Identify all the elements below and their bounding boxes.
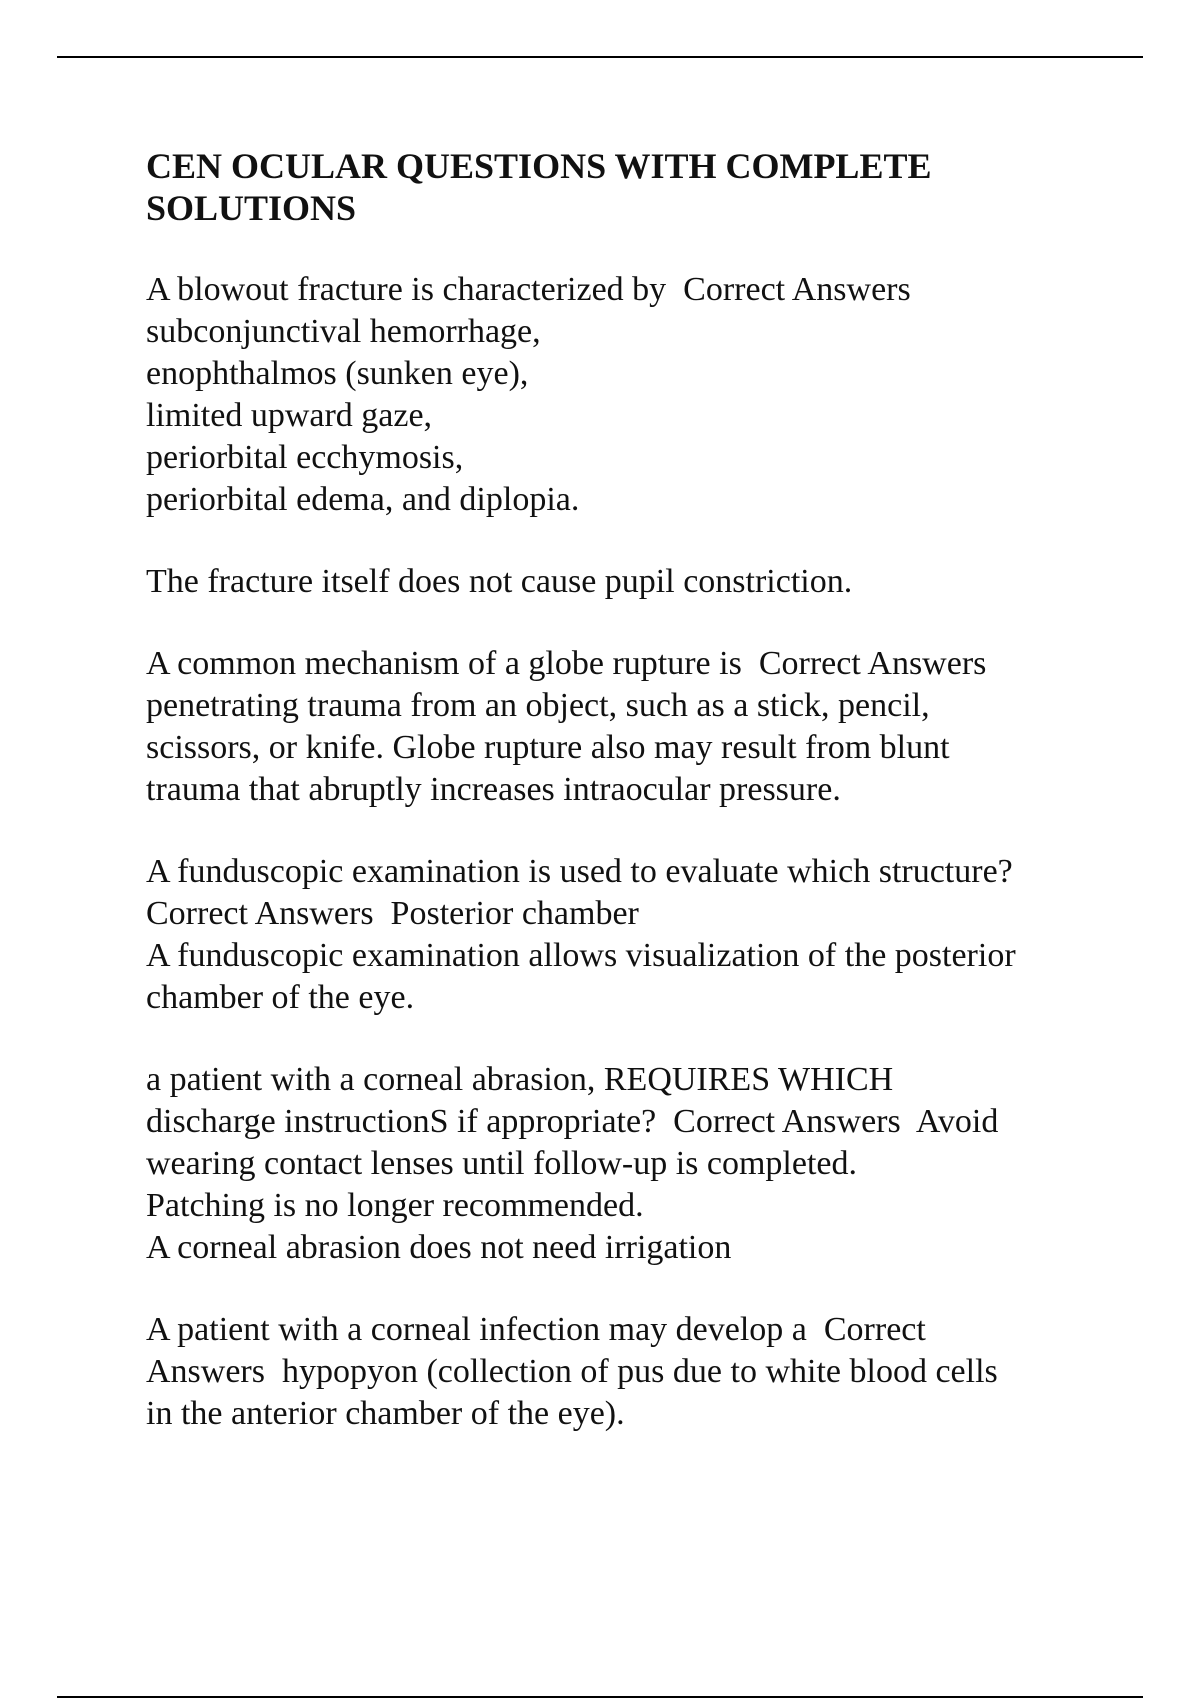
text-line: chamber of the eye. (146, 979, 415, 1016)
note-pupil-constriction (146, 561, 1106, 603)
text-line: penetrating trauma from an object, such as a stick, pencil, (146, 687, 930, 724)
document-title (146, 145, 1106, 229)
text-line: periorbital ecchymosis, (146, 439, 464, 476)
text-line: wearing contact lenses until follow-up is completed. (146, 1145, 857, 1182)
text-line: enophthalmos (sunken eye), (146, 355, 529, 392)
text-line: in the anterior chamber of the eye). (146, 1395, 625, 1432)
qa-globe-rupture (146, 643, 1106, 811)
text-line: A corneal abrasion does not need irrigation (146, 1229, 732, 1266)
text-line: Correct Answers Posterior chamber (146, 895, 639, 932)
title-line: SOLUTIONS (146, 188, 357, 228)
text-line: Answers hypopyon (collection of pus due to white blood cells (146, 1353, 998, 1390)
text-line: discharge instructionS if appropriate? Correct Answers Avoid (146, 1103, 999, 1140)
bottom-divider (57, 1696, 1143, 1698)
text-line: periorbital edema, and diplopia. (146, 481, 580, 518)
qa-corneal-abrasion (146, 1059, 1106, 1269)
text-line: limited upward gaze, (146, 397, 433, 434)
text-line: trauma that abruptly increases intraocular pressure. (146, 771, 841, 808)
document-body (146, 145, 1106, 1475)
qa-funduscopic-exam (146, 851, 1106, 1019)
text-line: A funduscopic examination allows visualization of the posterior (146, 937, 1016, 974)
title-line: CEN OCULAR QUESTIONS WITH COMPLETE (146, 146, 932, 186)
text-line: a patient with a corneal abrasion, REQUIRES WHICH (146, 1061, 894, 1098)
text-line: A funduscopic examination is used to evaluate which structure? (146, 853, 1013, 890)
qa-blowout-fracture (146, 269, 1106, 521)
text-line: The fracture itself does not cause pupil constriction. (146, 563, 853, 600)
top-divider (57, 56, 1143, 58)
text-line: A blowout fracture is characterized by Correct Answers (146, 271, 911, 308)
text-line: A patient with a corneal infection may develop a Correct (146, 1311, 926, 1348)
text-line: A common mechanism of a globe rupture is Correct Answers (146, 645, 987, 682)
text-line: subconjunctival hemorrhage, (146, 313, 541, 350)
qa-corneal-infection (146, 1309, 1106, 1435)
text-line: scissors, or knife. Globe rupture also may result from blunt (146, 729, 950, 766)
text-line: Patching is no longer recommended. (146, 1187, 644, 1224)
